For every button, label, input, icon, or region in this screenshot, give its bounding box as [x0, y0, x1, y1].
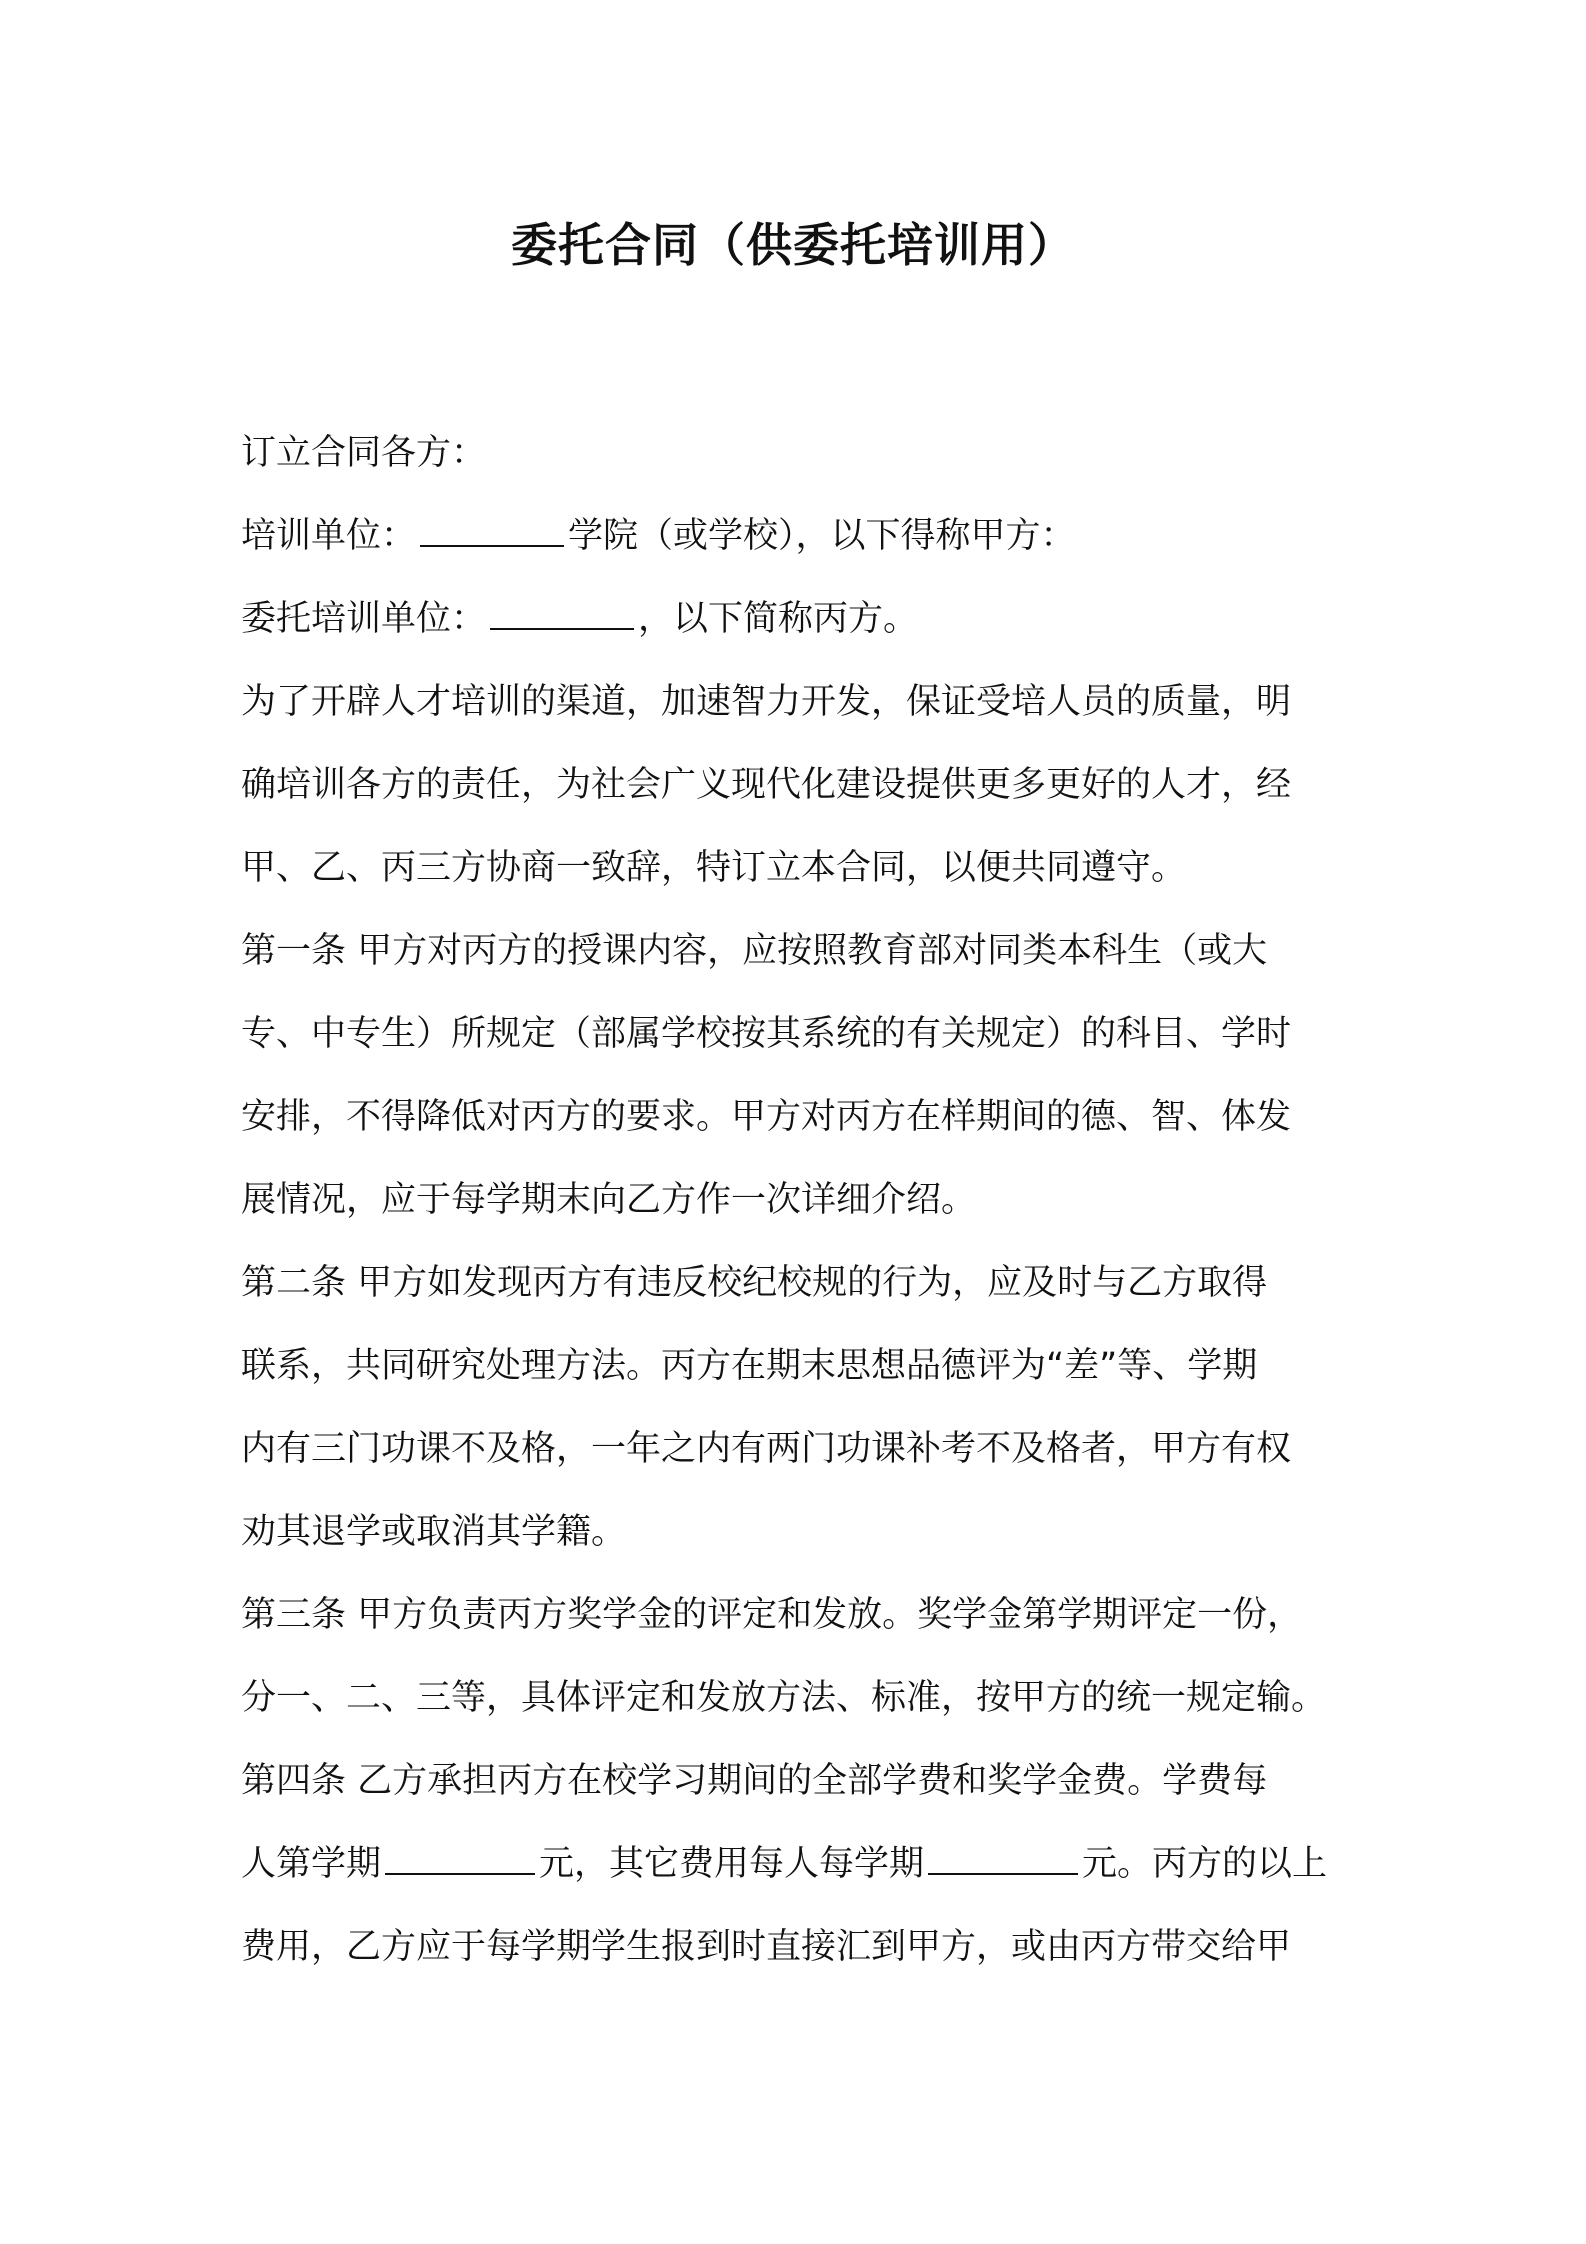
article4-fee-line [241, 1823, 1351, 1906]
training-unit-label: 培训单位： [241, 516, 417, 556]
document-title: 委托合同（供委托培训用） [511, 218, 1075, 272]
other-fee-amount-blank [928, 1843, 1078, 1875]
article2-line: 劝其退学或取消其学籍。 [241, 1512, 627, 1552]
article4-line: 第四条 乙方承担丙方在校学习期间的全部学费和奖学金费。学费每 [241, 1761, 1268, 1801]
article1-line: 专、中专生）所规定（部属学校按其系统的有关规定）的科目、学时 [241, 1014, 1292, 1054]
entrust-unit-line [241, 578, 1351, 661]
entrust-unit-label: 委托培训单位： [241, 599, 487, 639]
article3-line: 分一、二、三等，具体评定和发放方法、标准，按甲方的统一规定输。 [241, 1678, 1327, 1718]
parties-heading: 订立合同各方： [241, 433, 487, 473]
preamble-line: 确培训各方的责任，为社会广义现代化建设提供更多更好的人才，经 [241, 765, 1292, 805]
fee-per-term-label: 人第学期 [241, 1844, 382, 1884]
training-unit-suffix: 学院（或学校），以下得称甲方： [568, 516, 1076, 556]
entrust-unit-suffix: ，以下简称丙方。 [638, 599, 919, 639]
article2-line: 第二条 甲方如发现丙方有违反校纪校规的行为，应及时与乙方取得 [241, 1263, 1268, 1303]
article2-line: 内有三门功课不及格，一年之内有两门功课补考不及格者，甲方有权 [241, 1429, 1292, 1469]
article2-line: 联系，共同研究处理方法。丙方在期末思想品德评为“差”等、学期 [241, 1346, 1258, 1386]
training-unit-blank [420, 515, 564, 547]
preamble-line: 为了开辟人才培训的渠道，加速智力开发，保证受培人员的质量，明 [241, 682, 1292, 722]
other-fee-label: 元，其它费用每人每学期 [539, 1844, 925, 1884]
article1-line: 安排，不得降低对丙方的要求。甲方对丙方在样期间的德、智、体发 [241, 1097, 1292, 1137]
fee-line-suffix: 元。丙方的以上 [1082, 1844, 1328, 1884]
training-unit-line [241, 495, 1351, 578]
article3-line: 第三条 甲方负责丙方奖学金的评定和发放。奖学金第学期评定一份， [241, 1595, 1303, 1635]
preamble-line: 甲、乙、丙三方协商一致辞，特订立本合同，以便共同遵守。 [241, 848, 1187, 888]
entrust-unit-blank [490, 598, 634, 630]
article1-line: 第一条 甲方对丙方的授课内容，应按照教育部对同类本科生（或大 [241, 931, 1268, 971]
article1-line: 展情况，应于每学期末向乙方作一次详细介绍。 [241, 1180, 977, 1220]
tuition-amount-blank [385, 1843, 535, 1875]
document-body [241, 412, 1351, 1989]
article4-line: 费用，乙方应于每学期学生报到时直接汇到甲方，或由丙方带交给甲 [241, 1927, 1292, 1967]
